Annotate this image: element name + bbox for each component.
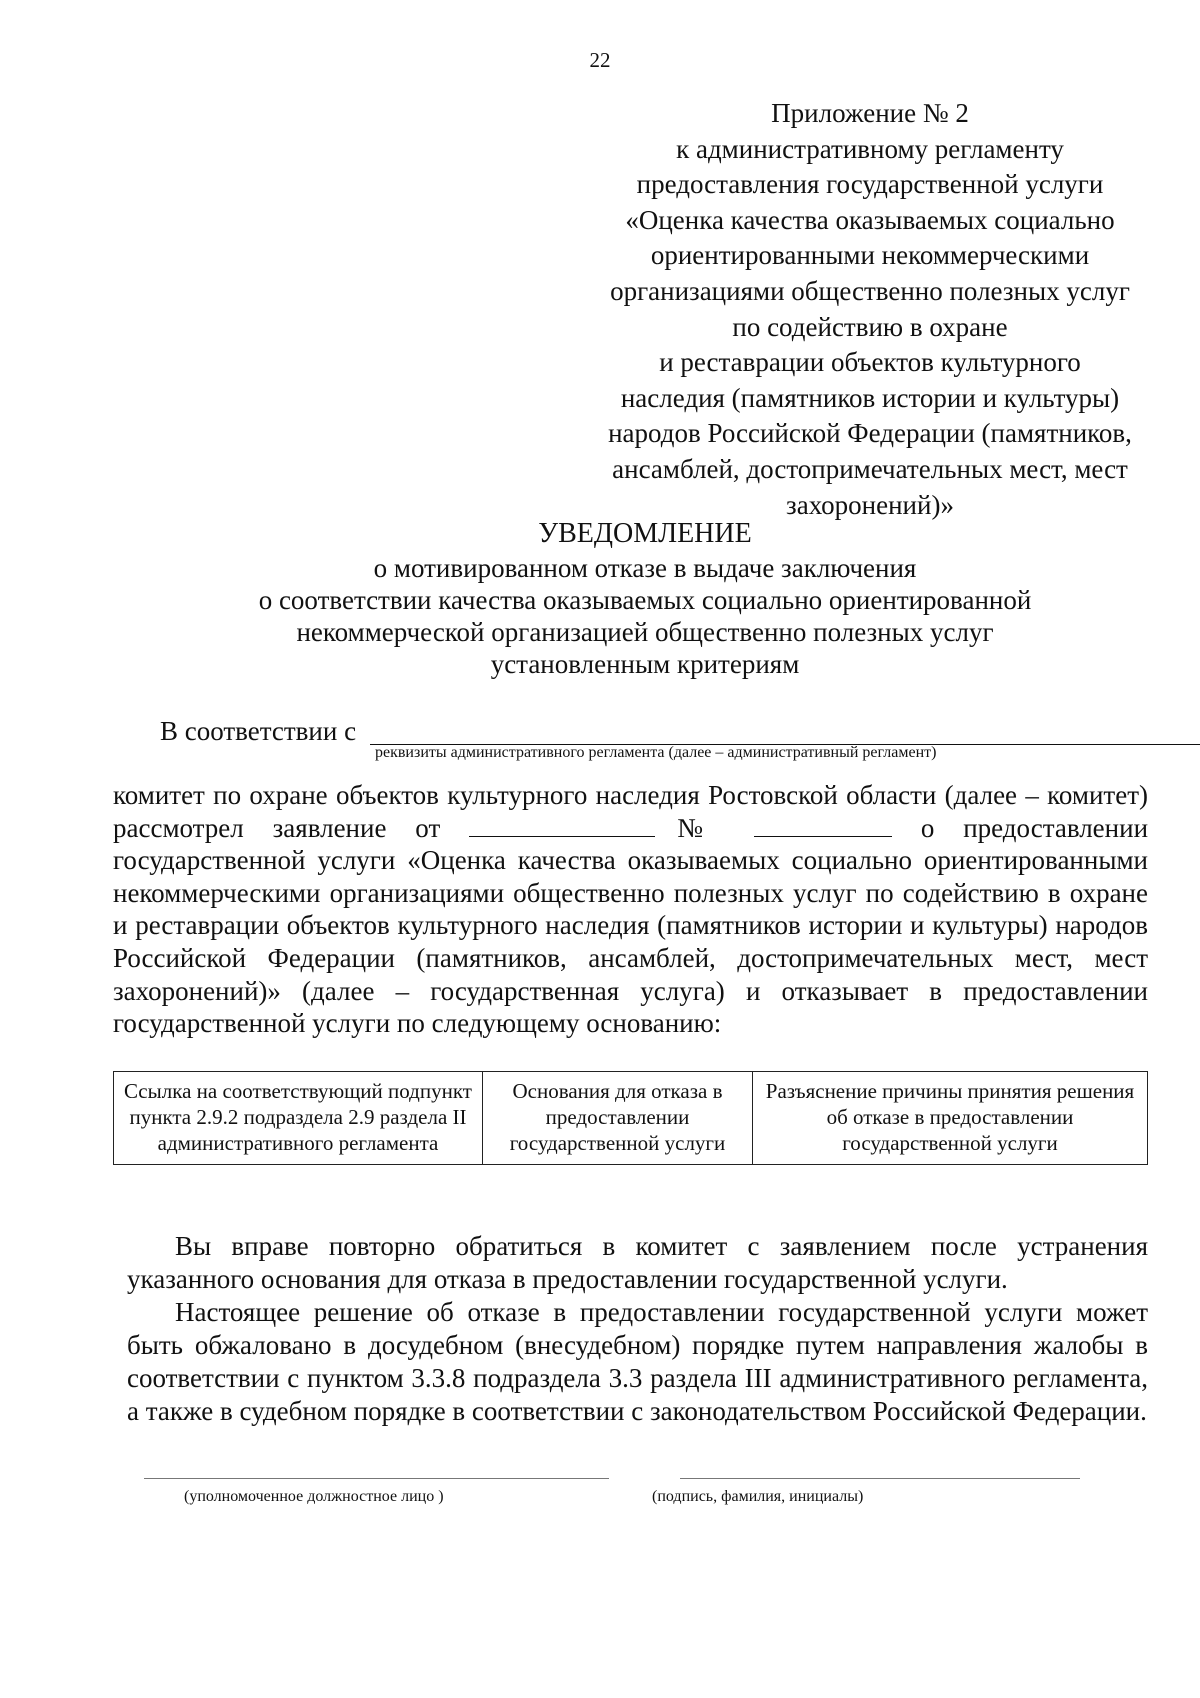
appendix-line: «Оценка качества оказываемых социально <box>625 204 1115 235</box>
number-blank <box>754 814 892 837</box>
appendix-line: наследия (памятников истории и культуры) <box>620 382 1120 413</box>
body-paragraph <box>113 779 1148 1040</box>
title-heading: УВЕДОМЛЕНИЕ <box>538 518 752 549</box>
title-line: о мотивированном отказе в выдаче заключения <box>373 553 917 583</box>
column-header-reference: Ссылка на соответствующий подпункт пункта 2.9.2 подраздела 2.9 раздела II административного регламента <box>114 1072 483 1165</box>
signature-caption: (подпись, фамилия, инициалы) <box>652 1488 864 1505</box>
closing-paragraph-appeal: Настоящее решение об отказе в предоставлении государственной услуги может быть обжаловано в досудебном (внесудебном) порядке путем направления жалобы в соответствии с пунктом 3.3.8 подраздела 3.3 раздела III административного регламента, а также в судебном порядке в соответствии с законодательством Российской Федерации. <box>127 1297 1148 1426</box>
document-title <box>210 517 1080 680</box>
requisites-line <box>160 716 1160 747</box>
appendix-line: ансамблей, достопримечательных мест, мест <box>612 453 1128 484</box>
title-line: некоммерческой организацией общественно полезных услуг <box>296 617 994 647</box>
appendix-line: организациями общественно полезных услуг <box>610 275 1130 306</box>
closing-text <box>127 1230 1148 1428</box>
appendix-line: Приложение № 2 <box>771 98 969 128</box>
body-text-part1: комитет по охране объектов культурного наследия Ростовской области (далее – комитет) рассмотрел заявление от <box>113 780 1148 843</box>
number-sign: № <box>655 812 726 843</box>
signature-name-line <box>680 1478 1080 1479</box>
column-header-explanation: Разъяснение причины принятия решения об отказе в предоставлении государственной услуги <box>753 1072 1148 1165</box>
table-header-row <box>114 1072 1148 1165</box>
column-header-grounds: Основания для отказа в предоставлении государственной услуги <box>483 1072 753 1165</box>
page-number: 22 <box>589 48 611 72</box>
requisites-lead: В соответствии с <box>160 716 357 746</box>
official-caption: (уполномоченное должностное лицо ) <box>184 1488 444 1505</box>
appendix-line: к административному регламенту <box>676 133 1064 164</box>
body-text-part2: о предоставлении государственной услуги «Оценка качества оказываемых социально ориентированными некоммерческими организациями общественно полезных услуг по содействию в охране и реставрации объектов культурного наследия (памятников истории и культуры) народов Российской Федерации (памятников, ансамблей, достопримечательных мест, мест захоронений)» (далее – государственная услуга) и отказывает в предоставлении государственной услуги по следующему основанию: <box>113 812 1149 1039</box>
appendix-line: ориентированными некоммерческими <box>650 240 1090 271</box>
refusal-reasons-table <box>113 1071 1148 1165</box>
appendix-line: по содействию в охране <box>732 311 1008 342</box>
official-signature-line <box>144 1478 609 1479</box>
appendix-header <box>590 96 1150 523</box>
closing-paragraph-reapply: Вы вправе повторно обратиться в комитет с заявлением после устранения указанного основания для отказа в предоставлении государственной услуги. <box>127 1231 1148 1294</box>
appendix-line: народов Российской Федерации (памятников, <box>608 418 1132 449</box>
date-blank <box>469 814 655 837</box>
requisites-blank-extension <box>1125 744 1200 745</box>
title-line: о соответствии качества оказываемых социально ориентированной <box>258 585 1032 615</box>
appendix-line: предоставления государственной услуги <box>636 169 1104 200</box>
appendix-line: захоронений)» <box>786 489 954 520</box>
title-line: установленным критериям <box>490 649 800 679</box>
requisites-caption: реквизиты административного регламента (далее – административный регламент) <box>375 744 937 761</box>
appendix-line: и реставрации объектов культурного <box>659 347 1081 378</box>
